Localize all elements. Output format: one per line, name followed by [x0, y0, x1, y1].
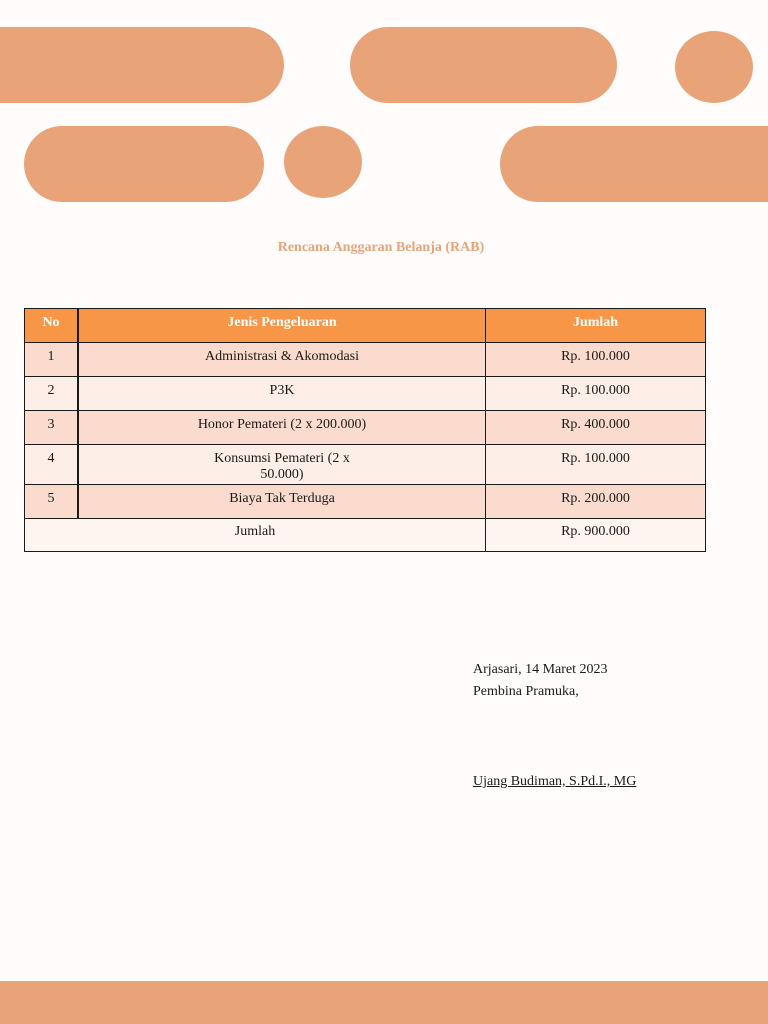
row-expense-type: Biaya Tak Terduga [78, 485, 486, 519]
budget-table [24, 308, 706, 552]
total-label: Jumlah [25, 519, 486, 552]
table-row [25, 411, 706, 445]
row-expense-type: Honor Pemateri (2 x 200.000) [78, 411, 486, 445]
total-amount: Rp. 900.000 [486, 519, 706, 552]
table-row [25, 377, 706, 411]
signer-role: Pembina Pramuka, [473, 684, 579, 699]
header-jenis-pengeluaran: Jenis Pengeluaran [78, 309, 486, 343]
signer-name: Ujang Budiman, S.Pd.I., MG [473, 774, 637, 789]
row-amount: Rp. 100.000 [486, 445, 706, 485]
decorative-circle-shape [284, 126, 362, 198]
row-number: 4 [25, 445, 79, 485]
row-amount: Rp. 100.000 [486, 377, 706, 411]
row-amount: Rp. 100.000 [486, 343, 706, 377]
decorative-pill-shape [0, 27, 284, 103]
header-jumlah: Jumlah [486, 309, 706, 343]
place-date: Arjasari, 14 Maret 2023 [473, 662, 608, 677]
footer-bar [0, 981, 768, 1024]
table-header-row [25, 309, 706, 343]
signature-block [473, 659, 637, 789]
row-expense-type: Administrasi & Akomodasi [78, 343, 486, 377]
decorative-pill-shape [350, 27, 617, 103]
decorative-pill-shape [24, 126, 264, 202]
table-total-row [25, 519, 706, 552]
row-expense-type [78, 445, 486, 485]
row-expense-type-text: Konsumsi Pemateri (2 x 50.000) [214, 451, 350, 482]
decorative-circle-shape [675, 31, 753, 103]
table-row [25, 485, 706, 519]
header-no: No [25, 309, 79, 343]
document-title: Rencana Anggaran Belanja (RAB) [277, 240, 485, 255]
row-amount: Rp. 400.000 [486, 411, 706, 445]
row-number: 3 [25, 411, 79, 445]
row-number: 5 [25, 485, 79, 519]
row-number: 1 [25, 343, 79, 377]
row-amount: Rp. 200.000 [486, 485, 706, 519]
table-row [25, 445, 706, 485]
table-row [25, 343, 706, 377]
decorative-pill-shape [500, 126, 768, 202]
row-number: 2 [25, 377, 79, 411]
row-expense-type: P3K [78, 377, 486, 411]
